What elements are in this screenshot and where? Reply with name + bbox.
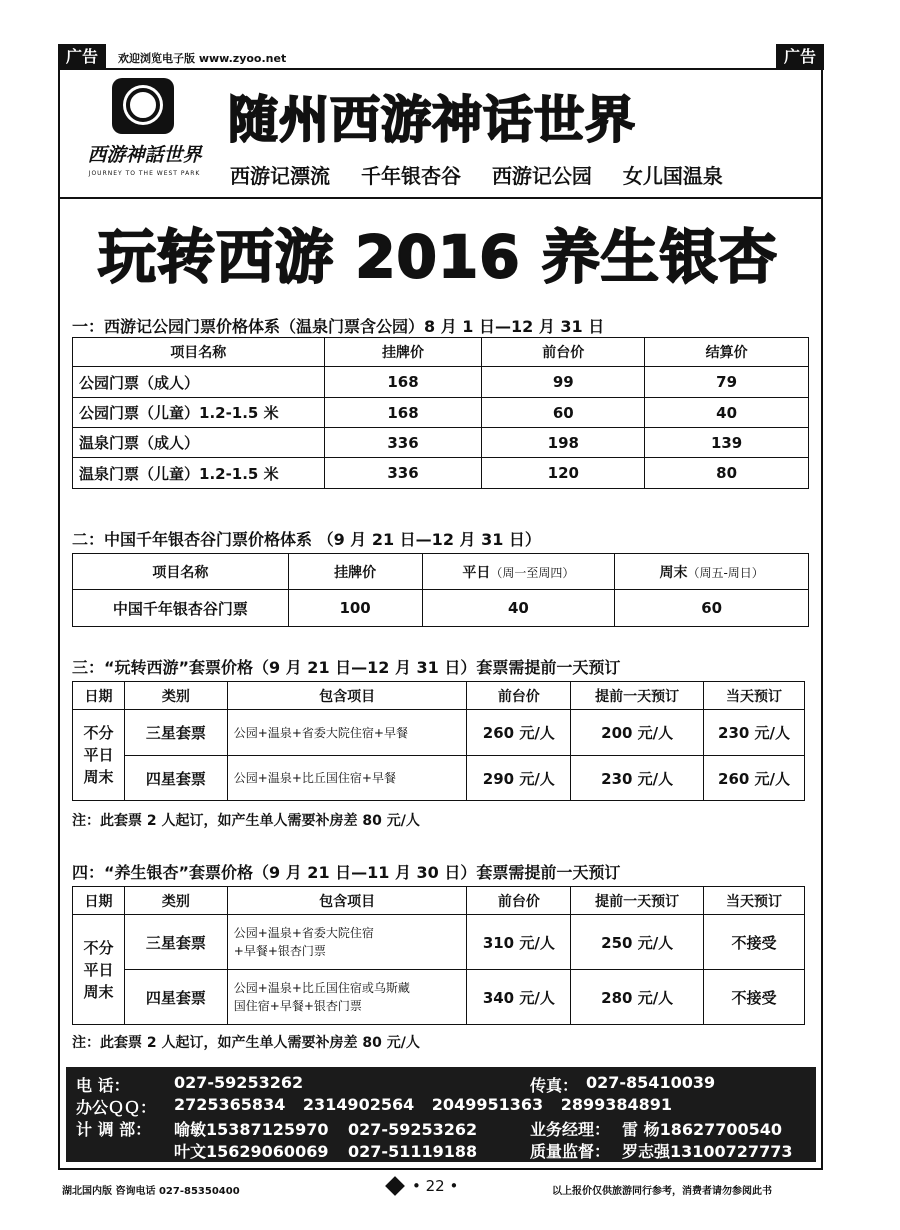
table-header-row — [73, 554, 809, 590]
page-badge-icon — [385, 1176, 405, 1196]
logo-script: 西游神話世界 — [87, 144, 202, 166]
section4-note: 注：此套票 2 人起订，如产生单人需要补房差 80 元/人 — [72, 1035, 420, 1051]
cell: 100 — [288, 590, 422, 627]
header-cell: 前台价 — [467, 887, 571, 915]
cell: 336 — [324, 428, 482, 458]
cell: 340 元/人 — [467, 970, 571, 1025]
dispatch-label: 计 调 部： — [76, 1120, 152, 1139]
top-divider — [58, 68, 822, 70]
cell: 290 元/人 — [467, 756, 571, 801]
brand-logo — [82, 78, 207, 193]
ad-label-left: 广告 — [58, 44, 106, 70]
header-cell: 结算价 — [645, 338, 809, 367]
table-row — [73, 398, 809, 428]
table-row — [73, 756, 805, 801]
footer-right: 以上报价仅供旅游同行参考，消费者请勿参阅此书 — [552, 1186, 772, 1197]
header-cell: 前台价 — [482, 338, 645, 367]
sub-item: 西游记漂流 — [230, 164, 330, 188]
cell: 公园+温泉+省委大院住宿 +早餐+银杏门票 — [227, 915, 467, 970]
header-cell: 提前一天预订 — [571, 682, 704, 710]
section4-table — [72, 886, 805, 1025]
section3-note: 注：此套票 2 人起订，如产生单人需要补房差 80 元/人 — [72, 813, 420, 829]
cell: 200 元/人 — [571, 710, 704, 756]
cell: 120 — [482, 458, 645, 489]
table-row — [73, 915, 805, 970]
brand-sub-items — [230, 160, 747, 189]
fax-value: 027-85410039 — [586, 1073, 716, 1092]
cell: 60 — [482, 398, 645, 428]
cell: 168 — [324, 398, 482, 428]
section3-title: 三：“玩转西游”套票价格（9 月 21 日—12 月 31 日）套票需提前一天预订 — [72, 658, 621, 677]
table-row — [73, 710, 805, 756]
table-row — [73, 458, 809, 489]
fax-label: 传真： — [530, 1076, 579, 1095]
cell: 230 元/人 — [571, 756, 704, 801]
cell: 三星套票 — [124, 915, 227, 970]
cell: 60 — [615, 590, 809, 627]
header-cell: 类别 — [124, 887, 227, 915]
cell: 四星套票 — [124, 756, 227, 801]
monkey-logo-icon — [112, 78, 174, 134]
cell: 280 元/人 — [571, 970, 704, 1025]
cell: 40 — [422, 590, 615, 627]
header-cell: 类别 — [124, 682, 227, 710]
cell: 250 元/人 — [571, 915, 704, 970]
quality-label: 质量监督： — [530, 1142, 611, 1161]
section2-table — [72, 553, 809, 627]
sub-item: 千年银杏谷 — [360, 164, 461, 188]
section4-title: 四：“养生银杏”套票价格（9 月 21 日—11 月 30 日）套票需提前一天预订 — [72, 863, 621, 882]
ad-label-right: 广告 — [776, 44, 824, 70]
cell: 公园+温泉+省委大院住宿+早餐 — [227, 710, 467, 756]
cell: 中国千年银杏谷门票 — [73, 590, 289, 627]
header-cell: 平日（周一至周四） — [422, 554, 615, 590]
cell: 四星套票 — [124, 970, 227, 1025]
manager-label: 业务经理： — [530, 1120, 611, 1139]
cell: 公园+温泉+比丘国住宿或乌斯藏 国住宿+早餐+银杏门票 — [227, 970, 467, 1025]
cell: 139 — [645, 428, 809, 458]
cell: 260 元/人 — [467, 710, 571, 756]
header-cell: 日期 — [73, 887, 125, 915]
contact-block — [66, 1067, 816, 1162]
cell: 198 — [482, 428, 645, 458]
header-cell: 项目名称 — [73, 554, 289, 590]
dispatch-line-1: 喻敏15387125970 027-59253262 — [174, 1120, 478, 1139]
header-cell: 项目名称 — [73, 338, 325, 367]
sub-item: 女儿国温泉 — [622, 164, 723, 188]
footer-left: 湖北国内版 咨询电话 027-85350400 — [62, 1186, 240, 1197]
page-number: • 22 • — [388, 1177, 458, 1195]
dispatch-line-2: 叶文15629060069 027-51119188 — [174, 1142, 478, 1161]
quality-value: 罗志强13100727773 — [622, 1142, 793, 1161]
date-cell: 不分 平日 周末 — [73, 710, 125, 801]
header-cell: 挂牌价 — [324, 338, 482, 367]
qq-label: 办公ＱＱ： — [76, 1098, 157, 1117]
cell: 80 — [645, 458, 809, 489]
cell: 260 元/人 — [704, 756, 805, 801]
cell: 79 — [645, 367, 809, 398]
date-cell: 不分 平日 周末 — [73, 915, 125, 1025]
section3-table — [72, 681, 805, 801]
cell: 温泉门票（儿童）1.2-1.5 米 — [73, 458, 325, 489]
header-cell: 当天预订 — [704, 682, 805, 710]
logo-subtitle: JOURNEY TO THE WEST PARK — [88, 170, 201, 177]
cell: 168 — [324, 367, 482, 398]
section1-table — [72, 337, 809, 489]
cell: 不接受 — [704, 915, 805, 970]
qq-value: 2725365834 2314902564 2049951363 2899384891 — [174, 1095, 673, 1114]
phone-label: 电 话： — [76, 1076, 130, 1095]
phone-value: 027-59253262 — [174, 1073, 304, 1092]
table-row — [73, 428, 809, 458]
cell: 公园门票（儿童）1.2-1.5 米 — [73, 398, 325, 428]
table-row — [73, 970, 805, 1025]
cell: 230 元/人 — [704, 710, 805, 756]
cell: 不接受 — [704, 970, 805, 1025]
cell: 公园+温泉+比丘国住宿+早餐 — [227, 756, 467, 801]
header-cell: 周末（周五-周日） — [615, 554, 809, 590]
cell: 40 — [645, 398, 809, 428]
sub-item: 西游记公园 — [491, 164, 592, 188]
header-cell: 包含项目 — [227, 682, 467, 710]
header-divider — [58, 197, 823, 199]
section2-title: 二：中国千年银杏谷门票价格体系 （9 月 21 日—12 月 31 日） — [72, 530, 541, 549]
table-header-row — [73, 682, 805, 710]
brand-title: 随州西游神话世界 — [228, 91, 636, 149]
header-cell: 包含项目 — [227, 887, 467, 915]
table-header-row — [73, 887, 805, 915]
manager-value: 雷 杨18627700540 — [622, 1120, 783, 1139]
table-row — [73, 590, 809, 627]
cell: 三星套票 — [124, 710, 227, 756]
cell: 温泉门票（成人） — [73, 428, 325, 458]
header-cell: 当天预订 — [704, 887, 805, 915]
welcome-text: 欢迎浏览电子版 www.zyoo.net — [118, 52, 287, 65]
table-header-row — [73, 338, 809, 367]
cell: 310 元/人 — [467, 915, 571, 970]
header-cell: 提前一天预订 — [571, 887, 704, 915]
table-row — [73, 367, 809, 398]
header-cell: 前台价 — [467, 682, 571, 710]
header-cell: 日期 — [73, 682, 125, 710]
cell: 336 — [324, 458, 482, 489]
cell: 99 — [482, 367, 645, 398]
header-cell: 挂牌价 — [288, 554, 422, 590]
section1-title: 一：西游记公园门票价格体系（温泉门票含公园）8 月 1 日—12 月 31 日 — [72, 317, 605, 336]
cell: 公园门票（成人） — [73, 367, 325, 398]
footer-divider — [58, 1168, 823, 1170]
main-title: 玩转西游 2016 养生银杏 — [98, 223, 778, 291]
